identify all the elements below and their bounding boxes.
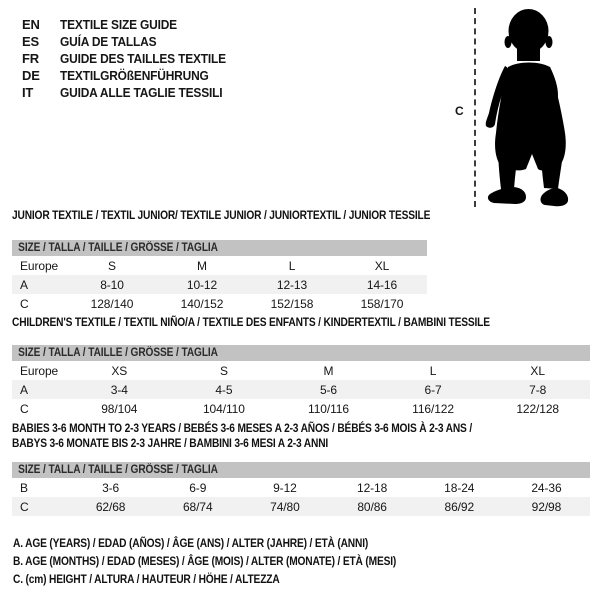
row-label: A xyxy=(20,382,28,397)
table-cell: 62/68 xyxy=(95,499,126,514)
table-cell: 92/98 xyxy=(531,499,562,514)
height-measure-line xyxy=(474,8,476,207)
size-table xyxy=(12,240,427,313)
language-code: FR xyxy=(22,51,39,66)
size-header-label: SIZE / TALLA / TAILLE / GRÖSSE / TAGLIA xyxy=(18,242,218,254)
table-row xyxy=(12,294,427,313)
size-header-label: SIZE / TALLA / TAILLE / GRÖSSE / TAGLIA xyxy=(18,347,218,359)
toddler-silhouette-icon xyxy=(481,5,571,210)
table-cell: 3-6 xyxy=(102,480,120,495)
legend-note-line: C. (cm) HEIGHT / ALTURA / HAUTEUR / HÖHE / ALTEZZA xyxy=(13,572,280,586)
table-cell: 7-8 xyxy=(529,382,547,397)
row-label: A xyxy=(20,277,28,292)
row-label: C xyxy=(20,499,29,514)
table-cell: 5-6 xyxy=(319,382,337,397)
size-table xyxy=(12,462,590,516)
table-cell: 8-10 xyxy=(100,277,124,292)
size-header-label: SIZE / TALLA / TAILLE / GRÖSSE / TAGLIA xyxy=(18,464,218,476)
language-code: IT xyxy=(22,85,34,100)
table-cell: S xyxy=(219,363,228,378)
language-label: TEXTILE SIZE GUIDE xyxy=(60,17,177,32)
table-cell: 18-24 xyxy=(444,480,475,495)
table-row xyxy=(12,361,590,380)
row-label: Europe xyxy=(20,363,59,378)
height-measure-label: C xyxy=(455,104,464,118)
table-cell: 6-7 xyxy=(424,382,442,397)
language-code: DE xyxy=(22,68,40,83)
table-row xyxy=(12,275,427,294)
table-cell: 12-13 xyxy=(276,277,308,292)
legend-note-line: B. AGE (MONTHS) / EDAD (MESES) / ÂGE (MOIS) / ALTER (MONATE) / ETÀ (MESI) xyxy=(13,554,397,568)
language-row xyxy=(22,16,240,33)
language-code: EN xyxy=(22,17,40,32)
table-cell: 158/170 xyxy=(360,296,404,311)
table-row xyxy=(12,399,590,418)
language-label: GUÍA DE TALLAS xyxy=(60,34,157,49)
language-label: GUIDE DES TAILLES TEXTILE xyxy=(60,51,226,66)
table-cell: M xyxy=(323,363,334,378)
table-cell: 104/110 xyxy=(202,401,245,416)
table-cell: S xyxy=(108,258,116,273)
table-title: CHILDREN'S TEXTILE / TEXTIL NIÑO/A / TEXTILE DES ENFANTS / KINDERTEXTIL / BAMBINI TESSILE xyxy=(12,315,490,329)
table-cell: M xyxy=(197,258,207,273)
table-cell: XL xyxy=(374,258,390,273)
table-cell: 10-12 xyxy=(186,277,218,292)
language-row xyxy=(22,67,240,84)
row-label: B xyxy=(20,480,28,495)
table-cell: XL xyxy=(530,363,545,378)
section-babies-textile xyxy=(12,421,590,516)
language-row xyxy=(22,50,240,67)
table-title: JUNIOR TEXTILE / TEXTIL JUNIOR/ TEXTILE JUNIOR / JUNIORTEXTIL / JUNIOR TESSILE xyxy=(12,208,431,222)
table-cell: 98/104 xyxy=(101,401,138,416)
language-code: ES xyxy=(22,34,39,49)
row-label: C xyxy=(20,401,29,416)
table-cell: 4-5 xyxy=(215,382,233,397)
language-label: GUIDA ALLE TAGLIE TESSILI xyxy=(60,85,223,100)
table-cell: 9-12 xyxy=(273,480,297,495)
language-row xyxy=(22,84,240,101)
table-row xyxy=(12,497,590,516)
size-header-band xyxy=(12,462,590,478)
row-label: C xyxy=(20,296,29,311)
table-title: BABIES 3-6 MONTH TO 2-3 YEARS / BEBÉS 3-6 MESES A 2-3 AÑOS / BÉBÉS 3-6 MOIS À 2-3 ANS / xyxy=(12,421,473,435)
table-cell: 152/158 xyxy=(270,296,314,311)
table-cell: 140/152 xyxy=(180,296,224,311)
table-cell: 116/122 xyxy=(412,401,454,416)
table-cell: 68/74 xyxy=(182,499,213,514)
language-row xyxy=(22,33,240,50)
table-cell: 14-16 xyxy=(366,277,398,292)
language-label: TEXTILGRÖßENFÜHRUNG xyxy=(60,68,209,83)
table-cell: 6-9 xyxy=(189,480,207,495)
table-cell: 122/128 xyxy=(516,401,560,416)
table-cell: 24-36 xyxy=(531,480,562,495)
table-cell: 86/92 xyxy=(444,499,475,514)
size-header-band xyxy=(12,345,590,361)
table-cell: 80/86 xyxy=(357,499,387,514)
legend-note-line: A. AGE (YEARS) / EDAD (AÑOS) / ÂGE (ANS) / ALTER (JAHRE) / ETÀ (ANNI) xyxy=(13,536,369,550)
table-title: BABYS 3-6 MONATE BIS 2-3 JAHRE / BAMBINI 3-6 MESI A 2-3 ANNI xyxy=(12,436,329,450)
table-cell: L xyxy=(288,258,296,273)
section-junior-textile xyxy=(12,208,431,313)
section-childrens-textile xyxy=(12,315,590,418)
table-row xyxy=(12,256,427,275)
language-list xyxy=(22,16,240,101)
table-row xyxy=(12,478,590,497)
table-cell: XS xyxy=(111,363,128,378)
table-row xyxy=(12,380,590,399)
table-cell: 74/80 xyxy=(270,499,300,514)
table-cell: 3-4 xyxy=(110,382,128,397)
table-cell: L xyxy=(429,363,437,378)
size-header-band xyxy=(12,240,427,256)
table-cell: 128/140 xyxy=(90,296,134,311)
legend-notes xyxy=(13,534,464,588)
table-cell: 12-18 xyxy=(357,480,388,495)
size-table xyxy=(12,345,590,418)
row-label: Europe xyxy=(20,258,59,273)
table-cell: 110/116 xyxy=(308,401,349,416)
